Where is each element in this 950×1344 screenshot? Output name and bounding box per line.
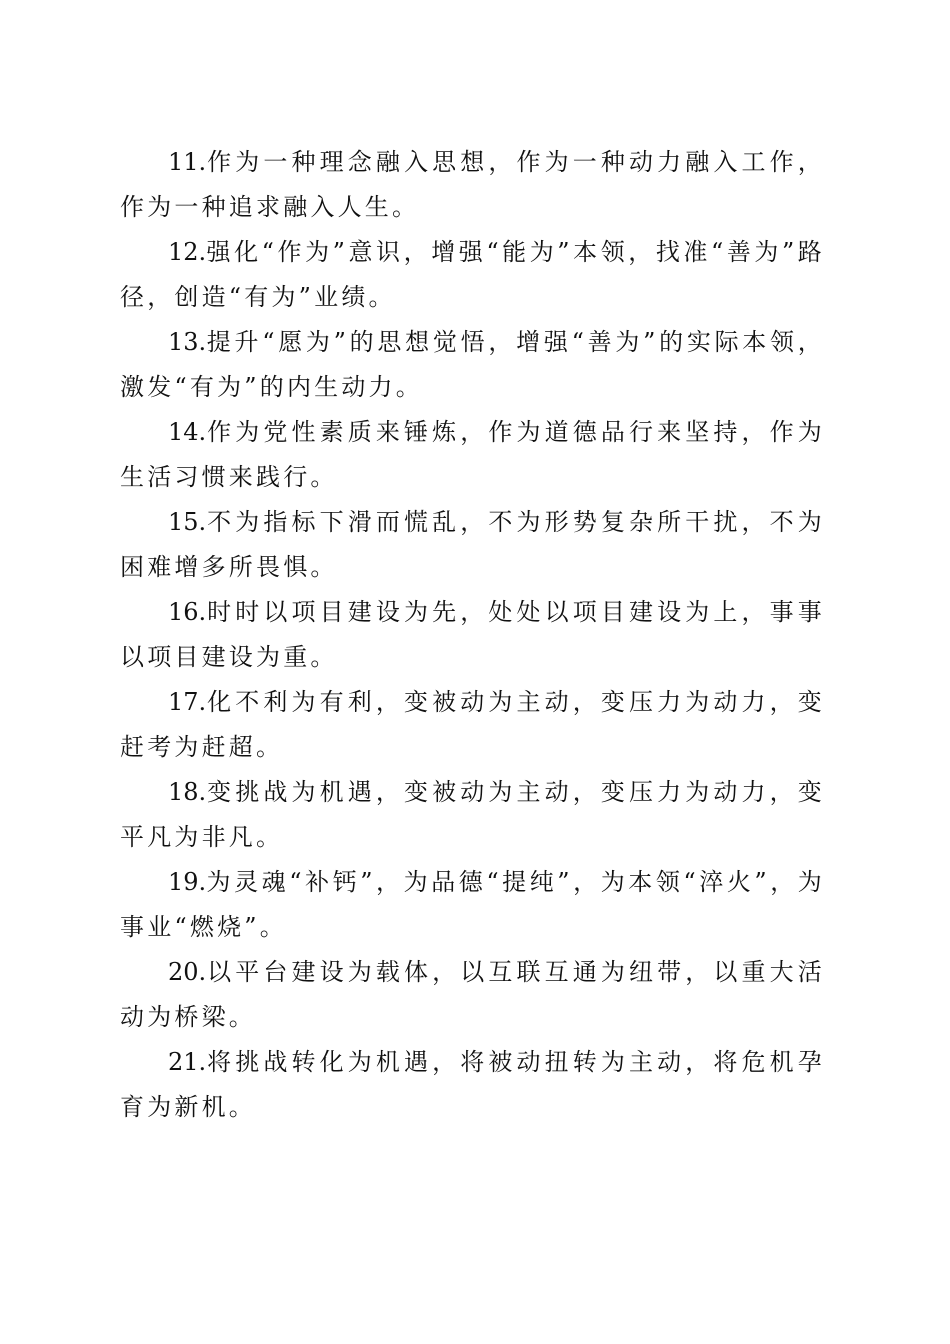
item-number: 11.	[168, 148, 207, 176]
item-number: 13.	[168, 328, 207, 356]
list-item-18	[120, 770, 825, 860]
list-item-14	[120, 410, 825, 500]
item-number: 12.	[168, 238, 207, 266]
list-item-20	[120, 950, 825, 1040]
item-number: 18.	[168, 778, 207, 806]
list-item-17	[120, 680, 825, 770]
item-number: 19.	[168, 868, 207, 896]
list-item-11	[120, 140, 825, 230]
item-text: 以平台建设为载体，以互联互通为纽带，以重大活动为桥梁。	[120, 958, 825, 1031]
item-number: 20.	[168, 958, 207, 986]
item-text: 不为指标下滑而慌乱，不为形势复杂所干扰，不为困难增多所畏惧。	[120, 508, 825, 581]
item-text: 时时以项目建设为先，处处以项目建设为上，事事以项目建设为重。	[120, 598, 825, 671]
item-text: 强化“作为”意识，增强“能为”本领，找准“善为”路径，创造“有为”业绩。	[120, 238, 825, 311]
item-text: 提升“愿为”的思想觉悟，增强“善为”的实际本领，激发“有为”的内生动力。	[120, 328, 825, 401]
item-text: 作为一种理念融入思想，作为一种动力融入工作，作为一种追求融入人生。	[120, 148, 825, 221]
item-text: 作为党性素质来锤炼，作为道德品行来坚持，作为生活习惯来践行。	[120, 418, 825, 491]
item-text: 变挑战为机遇，变被动为主动，变压力为动力，变平凡为非凡。	[120, 778, 825, 851]
item-number: 15.	[168, 508, 207, 536]
item-text: 将挑战转化为机遇，将被动扭转为主动，将危机孕育为新机。	[120, 1048, 825, 1121]
list-item-13	[120, 320, 825, 410]
item-text: 化不利为有利，变被动为主动，变压力为动力，变赶考为赶超。	[120, 688, 825, 761]
list-item-15	[120, 500, 825, 590]
list-item-12	[120, 230, 825, 320]
item-text: 为灵魂“补钙”，为品德“提纯”，为本领“淬火”，为事业“燃烧”。	[120, 868, 825, 941]
document-body	[120, 140, 825, 1130]
item-number: 14.	[168, 418, 207, 446]
list-item-16	[120, 590, 825, 680]
item-number: 16.	[168, 598, 207, 626]
item-number: 17.	[168, 688, 207, 716]
list-item-19	[120, 860, 825, 950]
item-number: 21.	[168, 1048, 207, 1076]
list-item-21	[120, 1040, 825, 1130]
